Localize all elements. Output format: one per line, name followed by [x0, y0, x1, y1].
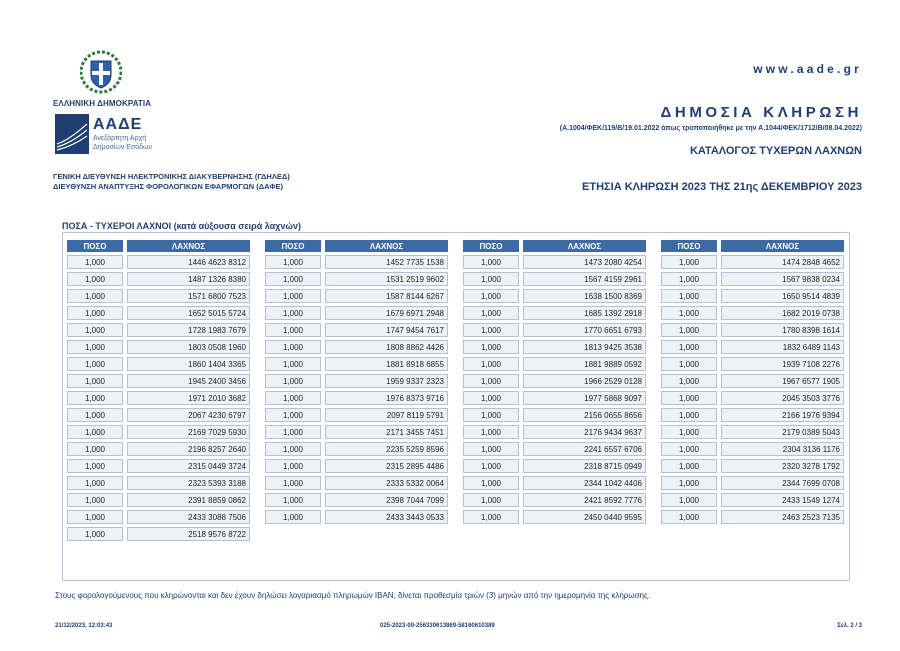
amount-cell: 1,000	[463, 255, 519, 269]
amount-cell: 1,000	[661, 459, 717, 473]
ticket-cell: 2323 5393 3188	[127, 476, 250, 490]
header-amount: ΠΟΣΟ	[265, 240, 321, 252]
amount-cell: 1,000	[265, 374, 321, 388]
aade-logo-icon	[55, 114, 89, 154]
ticket-cell: 2450 0440 9595	[523, 510, 646, 524]
amount-cell: 1,000	[67, 272, 123, 286]
table-row	[661, 323, 844, 337]
table-row	[265, 374, 448, 388]
ticket-cell: 1650 9514 4839	[721, 289, 844, 303]
amount-cell: 1,000	[67, 425, 123, 439]
table-header	[67, 240, 250, 252]
amount-cell: 1,000	[67, 459, 123, 473]
ticket-cell: 1571 6800 7523	[127, 289, 250, 303]
ticket-cell: 1652 5015 5724	[127, 306, 250, 320]
table-row	[265, 408, 448, 422]
table-row	[67, 323, 250, 337]
amount-cell: 1,000	[67, 442, 123, 456]
ticket-cell: 1747 9454 7617	[325, 323, 448, 337]
amount-cell: 1,000	[463, 306, 519, 320]
amount-cell: 1,000	[265, 459, 321, 473]
amount-cell: 1,000	[661, 391, 717, 405]
ticket-cell: 2318 8715 0949	[523, 459, 646, 473]
table-row	[463, 340, 646, 354]
table-row	[463, 306, 646, 320]
amount-cell: 1,000	[463, 459, 519, 473]
legal-reference: (Α.1004/ΦΕΚ/119/Β/19.01.2022 όπως τροποποιήθηκε με την Α.1044/ΦΕΚ/1712/Β/08.04.2022)	[559, 125, 862, 132]
amount-cell: 1,000	[265, 442, 321, 456]
table-row	[265, 306, 448, 320]
table-row	[661, 476, 844, 490]
table-row	[463, 442, 646, 456]
table-row	[463, 357, 646, 371]
table-row	[265, 289, 448, 303]
amount-cell: 1,000	[67, 510, 123, 524]
amount-cell: 1,000	[67, 255, 123, 269]
header-amount: ΠΟΣΟ	[463, 240, 519, 252]
table-row	[661, 391, 844, 405]
ticket-cell: 2315 0449 3724	[127, 459, 250, 473]
amount-cell: 1,000	[265, 510, 321, 524]
table-row	[67, 442, 250, 456]
ticket-table-col-2	[265, 240, 448, 527]
table-row	[67, 306, 250, 320]
table-row	[463, 391, 646, 405]
ticket-cell: 1959 9337 2323	[325, 374, 448, 388]
ticket-cell: 2169 7029 5930	[127, 425, 250, 439]
ticket-cell: 1813 9425 3538	[523, 340, 646, 354]
ticket-cell: 2235 5259 8596	[325, 442, 448, 456]
ticket-cell: 1939 7108 2276	[721, 357, 844, 371]
table-row	[265, 323, 448, 337]
ticket-cell: 2097 8119 5791	[325, 408, 448, 422]
ticket-cell: 1976 8373 9716	[325, 391, 448, 405]
table-row	[661, 289, 844, 303]
ticket-cell: 2196 8257 2640	[127, 442, 250, 456]
ticket-cell: 1685 1392 2918	[523, 306, 646, 320]
org-subtitle-line1: Ανεξάρτητη Αρχή	[93, 135, 147, 142]
amount-cell: 1,000	[265, 272, 321, 286]
table-row	[463, 459, 646, 473]
ticket-cell: 2421 8592 7776	[523, 493, 646, 507]
ticket-table-col-3	[463, 240, 646, 527]
header-ticket: ΛΑΧΝΟΣ	[523, 240, 646, 252]
table-row	[661, 408, 844, 422]
website-link[interactable]: www.aade.gr	[753, 62, 862, 76]
amount-cell: 1,000	[463, 340, 519, 354]
table-row	[463, 493, 646, 507]
amount-cell: 1,000	[67, 340, 123, 354]
table-row	[661, 272, 844, 286]
amount-cell: 1,000	[265, 340, 321, 354]
ticket-cell: 2045 3503 3776	[721, 391, 844, 405]
org-subtitle-line2: Δημοσίων Εσόδων	[93, 144, 153, 151]
table-row	[463, 374, 646, 388]
table-row	[67, 340, 250, 354]
table-row	[265, 510, 448, 524]
table-row	[463, 272, 646, 286]
table-row	[67, 408, 250, 422]
table-row	[463, 425, 646, 439]
table-row	[463, 510, 646, 524]
table-row	[67, 425, 250, 439]
ticket-cell: 1487 1326 8380	[127, 272, 250, 286]
header-amount: ΠΟΣΟ	[661, 240, 717, 252]
catalog-title: ΚΑΤΑΛΟΓΟΣ ΤΥΧΕΡΩΝ ΛΑΧΝΩΝ	[689, 145, 862, 157]
amount-cell: 1,000	[463, 476, 519, 490]
table-row	[661, 357, 844, 371]
ticket-cell: 1971 2010 3682	[127, 391, 250, 405]
amount-cell: 1,000	[661, 425, 717, 439]
table-row	[265, 391, 448, 405]
ticket-cell: 1474 2848 4652	[721, 255, 844, 269]
general-directorate-label: ΓΕΝΙΚΗ ΔΙΕΥΘΥΝΣΗ ΗΛΕΚΤΡΟΝΙΚΗΣ ΔΙΑΚΥΒΕΡΝΗΣΗΣ (ΓΔΗΛΕΔ)	[53, 172, 290, 181]
ticket-cell: 2156 0655 8656	[523, 408, 646, 422]
development-directorate-label: ΔΙΕΥΘΥΝΣΗ ΑΝΑΠΤΥΞΗΣ ΦΟΡΟΛΟΓΙΚΩΝ ΕΦΑΡΜΟΓΩΝ (ΔΑΦΕ)	[53, 182, 284, 191]
header-ticket: ΛΑΧΝΟΣ	[721, 240, 844, 252]
table-row	[661, 442, 844, 456]
header-amount: ΠΟΣΟ	[67, 240, 123, 252]
amount-cell: 1,000	[463, 493, 519, 507]
amount-cell: 1,000	[67, 476, 123, 490]
table-row	[661, 374, 844, 388]
ticket-cell: 2171 3455 7451	[325, 425, 448, 439]
amount-cell: 1,000	[265, 425, 321, 439]
table-row	[67, 374, 250, 388]
org-name: ΑΑΔΕ	[93, 116, 143, 133]
amount-cell: 1,000	[67, 323, 123, 337]
table-header	[463, 240, 646, 252]
table-row	[661, 510, 844, 524]
ticket-cell: 1682 2019 0738	[721, 306, 844, 320]
amount-cell: 1,000	[265, 357, 321, 371]
ticket-cell: 2398 7044 7099	[325, 493, 448, 507]
table-row	[67, 527, 250, 541]
amount-cell: 1,000	[463, 510, 519, 524]
amount-cell: 1,000	[265, 391, 321, 405]
ticket-table-col-1	[67, 240, 250, 544]
amount-cell: 1,000	[265, 476, 321, 490]
table-row	[265, 442, 448, 456]
ticket-cell: 2320 3278 1792	[721, 459, 844, 473]
page-title: ΔΗΜΟΣΙΑ ΚΛΗΡΩΣΗ	[660, 104, 862, 121]
table-row	[265, 272, 448, 286]
amount-cell: 1,000	[463, 289, 519, 303]
amount-cell: 1,000	[265, 323, 321, 337]
table-row	[67, 510, 250, 524]
header-ticket: ΛΑΧΝΟΣ	[325, 240, 448, 252]
ticket-cell: 1587 8144 6267	[325, 289, 448, 303]
iban-note: Στους φορολογούμενους που κληρώνονται και δεν έχουν δηλώσει λογαριασμό πληρωμών IBAN, δίνεται προθεσμία τριών (3) μηνών από την ημερομηνία της κλήρωσης.	[55, 591, 651, 600]
amount-cell: 1,000	[265, 289, 321, 303]
ticket-cell: 1881 9889 0592	[523, 357, 646, 371]
table-row	[463, 323, 646, 337]
footer-datetime: 21/12/2023, 12:03:43	[55, 623, 113, 629]
ticket-cell: 1977 5868 9097	[523, 391, 646, 405]
amount-cell: 1,000	[463, 442, 519, 456]
ticket-cell: 1780 8398 1614	[721, 323, 844, 337]
amount-cell: 1,000	[67, 408, 123, 422]
table-row	[463, 476, 646, 490]
ticket-cell: 1679 6971 2948	[325, 306, 448, 320]
ticket-cell: 2176 9434 9637	[523, 425, 646, 439]
footer-page-number: Σελ. 2 / 3	[837, 623, 862, 629]
table-row	[265, 357, 448, 371]
table-header	[661, 240, 844, 252]
ticket-cell: 2391 8859 0862	[127, 493, 250, 507]
table-row	[67, 289, 250, 303]
amount-cell: 1,000	[67, 493, 123, 507]
table-row	[661, 459, 844, 473]
amount-cell: 1,000	[463, 272, 519, 286]
ticket-cell: 1945 2400 3456	[127, 374, 250, 388]
amount-cell: 1,000	[463, 425, 519, 439]
greek-coat-of-arms-icon	[80, 50, 122, 94]
ticket-cell: 2315 2895 4486	[325, 459, 448, 473]
amount-cell: 1,000	[67, 357, 123, 371]
amount-cell: 1,000	[661, 374, 717, 388]
table-row	[661, 340, 844, 354]
amount-cell: 1,000	[661, 306, 717, 320]
amount-cell: 1,000	[265, 255, 321, 269]
table-row	[661, 425, 844, 439]
ticket-cell: 2166 1976 9394	[721, 408, 844, 422]
amount-cell: 1,000	[661, 272, 717, 286]
ticket-cell: 2304 3136 1176	[721, 442, 844, 456]
ticket-cell: 2344 1042 4406	[523, 476, 646, 490]
ticket-cell: 1967 6577 1905	[721, 374, 844, 388]
table-row	[67, 357, 250, 371]
amount-cell: 1,000	[661, 510, 717, 524]
amount-cell: 1,000	[661, 289, 717, 303]
table-row	[67, 255, 250, 269]
amount-cell: 1,000	[463, 374, 519, 388]
amount-cell: 1,000	[67, 527, 123, 541]
amount-cell: 1,000	[661, 357, 717, 371]
ticket-cell: 2241 6557 6706	[523, 442, 646, 456]
ticket-cell: 1531 2519 9602	[325, 272, 448, 286]
ticket-cell: 1832 6489 1143	[721, 340, 844, 354]
amount-cell: 1,000	[661, 255, 717, 269]
table-row	[265, 459, 448, 473]
ticket-cell: 1881 8918 6855	[325, 357, 448, 371]
table-row	[661, 255, 844, 269]
table-row	[661, 306, 844, 320]
ticket-cell: 1446 4623 8312	[127, 255, 250, 269]
section-title: ΠΟΣΑ - ΤΥΧΕΡΟΙ ΛΑΧΝΟΙ (κατά αύξουσα σειρά λαχνών)	[62, 221, 301, 231]
table-row	[463, 289, 646, 303]
table-header	[265, 240, 448, 252]
header-ticket: ΛΑΧΝΟΣ	[127, 240, 250, 252]
ticket-cell: 1966 2529 0128	[523, 374, 646, 388]
ticket-cell: 1860 1404 3365	[127, 357, 250, 371]
ticket-cell: 1567 4159 2961	[523, 272, 646, 286]
ticket-table-col-4	[661, 240, 844, 527]
amount-cell: 1,000	[463, 357, 519, 371]
ticket-cell: 1770 6651 6793	[523, 323, 646, 337]
table-row	[463, 408, 646, 422]
ticket-cell: 2518 9576 8722	[127, 527, 250, 541]
ticket-cell: 2433 3088 7506	[127, 510, 250, 524]
ticket-cell: 1638 1500 8369	[523, 289, 646, 303]
ticket-cell: 1452 7735 1538	[325, 255, 448, 269]
table-row	[265, 493, 448, 507]
ticket-cell: 2344 7699 0708	[721, 476, 844, 490]
amount-cell: 1,000	[67, 374, 123, 388]
amount-cell: 1,000	[661, 493, 717, 507]
table-row	[67, 272, 250, 286]
ticket-cell: 2463 2523 7135	[721, 510, 844, 524]
amount-cell: 1,000	[661, 442, 717, 456]
ticket-cell: 1728 1983 7679	[127, 323, 250, 337]
amount-cell: 1,000	[67, 306, 123, 320]
table-row	[661, 493, 844, 507]
republic-label: ΕΛΛΗΝΙΚΗ ΔΗΜΟΚΡΑΤΙΑ	[53, 99, 152, 108]
table-row	[265, 255, 448, 269]
ticket-cell: 1803 0508 1960	[127, 340, 250, 354]
table-row	[265, 476, 448, 490]
amount-cell: 1,000	[661, 340, 717, 354]
table-row	[463, 255, 646, 269]
amount-cell: 1,000	[67, 391, 123, 405]
amount-cell: 1,000	[463, 391, 519, 405]
ticket-cell: 2433 1549 1274	[721, 493, 844, 507]
ticket-cell: 2433 3443 0533	[325, 510, 448, 524]
ticket-cell: 2067 4230 6797	[127, 408, 250, 422]
amount-cell: 1,000	[463, 323, 519, 337]
amount-cell: 1,000	[661, 408, 717, 422]
ticket-cell: 1567 9838 0234	[721, 272, 844, 286]
amount-cell: 1,000	[661, 323, 717, 337]
amount-cell: 1,000	[265, 408, 321, 422]
footer-document-code: 025-2023-00-256330613869-58160610389	[380, 623, 495, 629]
table-row	[67, 493, 250, 507]
table-row	[265, 340, 448, 354]
amount-cell: 1,000	[661, 476, 717, 490]
table-row	[67, 476, 250, 490]
amount-cell: 1,000	[67, 289, 123, 303]
ticket-cell: 2333 5332 0064	[325, 476, 448, 490]
lottery-title: ΕΤΗΣΙΑ ΚΛΗΡΩΣΗ 2023 ΤΗΣ 21ης ΔΕΚΕΜΒΡΙΟΥ 2023	[582, 181, 862, 193]
table-row	[265, 425, 448, 439]
ticket-cell: 2179 0389 5043	[721, 425, 844, 439]
amount-cell: 1,000	[463, 408, 519, 422]
table-row	[67, 391, 250, 405]
amount-cell: 1,000	[265, 493, 321, 507]
ticket-cell: 1473 2080 4254	[523, 255, 646, 269]
table-row	[67, 459, 250, 473]
ticket-cell: 1808 8862 4426	[325, 340, 448, 354]
amount-cell: 1,000	[265, 306, 321, 320]
